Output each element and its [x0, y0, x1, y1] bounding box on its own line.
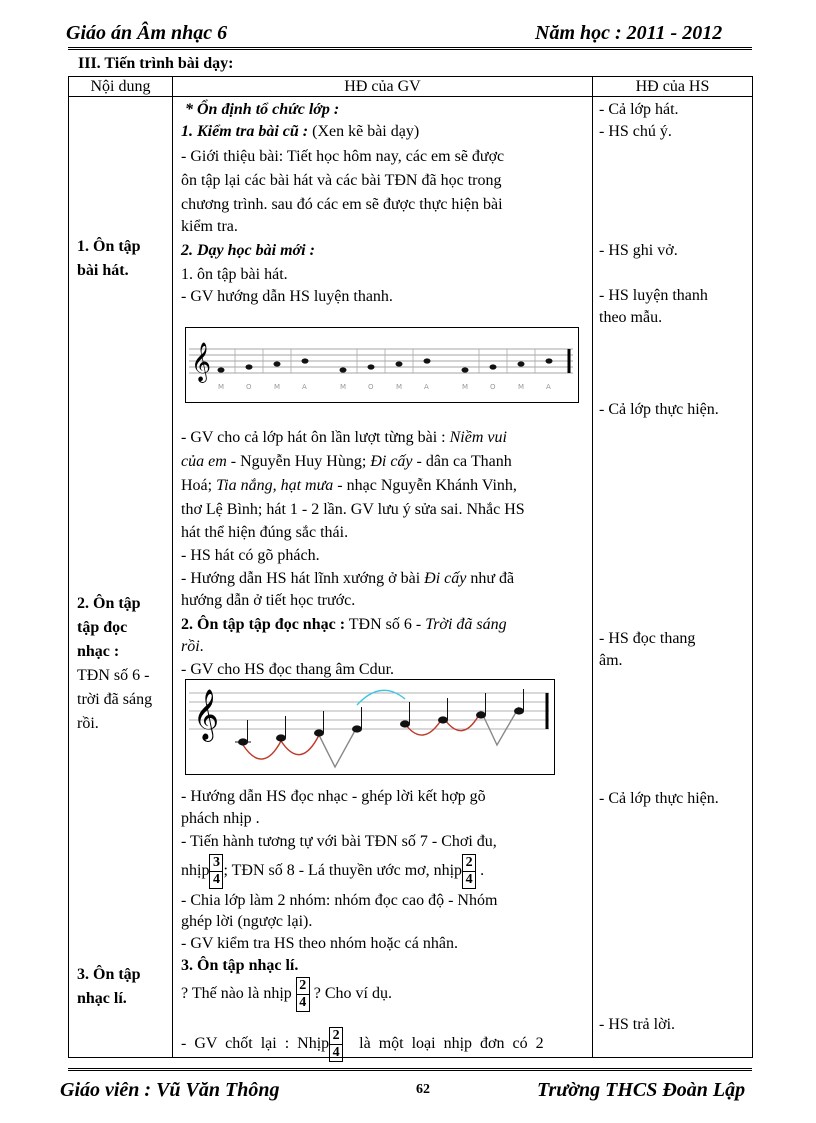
nhip-line: [181, 849, 484, 893]
hs-line-8: - HS trả lời.: [599, 1016, 676, 1033]
hoa-text: Hoá;: [181, 477, 217, 494]
section-3-title-2: nhạc lí.: [77, 990, 127, 1007]
header-left: Giáo án Âm nhạc 6: [66, 22, 228, 44]
question-line: [181, 971, 392, 1017]
solfa-syllable: A: [424, 383, 429, 391]
chot-line: [181, 1021, 544, 1067]
chia-lop-line-2: ghép lời (ngược lại).: [181, 913, 313, 930]
section-title: III. Tiến trình bài dạy:: [78, 55, 234, 72]
scale-note-head: [314, 729, 324, 736]
th-noi-dung: Nội dung: [69, 77, 173, 97]
linh-xuong-line-2: hướng dẫn ở tiết học trước.: [181, 592, 356, 609]
ktbc-label: 1. Kiểm tra bài cũ :: [181, 123, 309, 140]
hat-on-line-1: [181, 428, 507, 448]
linh-xuong-text: - Hướng dẫn HS hát lĩnh xướng ở bài: [181, 570, 425, 587]
scale-note-head: [400, 720, 410, 727]
question-text-2: ? Cho ví dụ.: [313, 985, 392, 1002]
hs-line-5: - Cả lớp thực hiện.: [599, 401, 719, 418]
footer-rule: [68, 1068, 752, 1071]
day-hoc-heading: 2. Dạy học bài mới :: [181, 242, 315, 259]
scale-note-head: [514, 707, 524, 714]
solfa-syllable: A: [302, 383, 307, 391]
hs-line-6: - HS đọc thang: [599, 630, 696, 647]
composer-1: - Nguyễn Huy Hùng;: [226, 453, 371, 470]
teacher-column: [173, 97, 593, 1058]
note-head: [396, 361, 403, 366]
hs-line-4: - HS luyện thanh: [599, 287, 708, 304]
linh-xuong-line-1: [181, 569, 514, 589]
table-header-row: [69, 77, 753, 97]
chot-text-2: là một loại nhịp đơn có 2: [359, 1035, 544, 1052]
note-head: [462, 367, 469, 372]
intro-line-3: chương trình. sau đó các em sẽ được thực hiện bài: [181, 196, 503, 213]
go-phach-line: - HS hát có gõ phách.: [181, 547, 320, 564]
solfa-syllable: O: [368, 383, 374, 391]
chia-lop-line-1: - Chia lớp làm 2 nhóm: nhóm đọc cao độ - Nhóm: [181, 892, 498, 909]
note-head: [340, 367, 347, 372]
section-2-sub: TĐN số 6 -: [77, 667, 150, 684]
tdn-title-2: rồi: [181, 638, 200, 655]
tdn-number: TĐN số 6 -: [345, 616, 426, 633]
song-niem-vui-2: của em: [181, 453, 227, 470]
note-head: [490, 364, 497, 369]
intro-line-2: ôn tập lại các bài hát và các bài TĐN đã học trong: [181, 172, 502, 189]
tdn8-end: .: [476, 862, 485, 879]
solfa-syllable: O: [246, 383, 252, 391]
note-head: [246, 364, 253, 369]
ts-bottom: 4: [212, 871, 220, 887]
solfa-syllable: O: [490, 383, 496, 391]
solfa-syllable: M: [396, 383, 403, 391]
tdn-heading-line-2: [181, 637, 204, 657]
scale-note-head: [438, 716, 448, 723]
on-tap-bai-hat: 1. ôn tập bài hát.: [181, 266, 288, 283]
tdn8-text: ; TĐN số 8 - Lá thuyền ước mơ, nhịp: [223, 862, 463, 879]
ts-bottom: 4: [299, 994, 307, 1010]
tdn-heading: 2. Ôn tập tập đọc nhạc :: [181, 616, 346, 633]
on-dinh-heading: * Ổn định tổ chức lớp :: [185, 101, 340, 118]
time-signature-2-4: [462, 854, 476, 889]
solfa-syllable: M: [518, 383, 525, 391]
hs-line-6b: âm.: [599, 652, 623, 669]
ts-top: 2: [297, 978, 309, 995]
thang-am-line: - GV cho HS đọc thang âm Cdur.: [181, 661, 395, 678]
header-rule: [68, 47, 752, 50]
hs-line-3: - HS ghi vở.: [599, 242, 678, 259]
ts-bottom: 4: [465, 871, 473, 887]
note-head: [368, 364, 375, 369]
hd-doc-line-1: - Hướng dẫn HS đọc nhạc - ghép lời kết hợp gõ: [181, 788, 486, 805]
intro-line-1: - Giới thiệu bài: Tiết học hôm nay, các em sẽ được: [181, 148, 505, 165]
intro-line-4: kiểm tra.: [181, 218, 238, 235]
section-2-sub-2: trời đã sáng: [77, 691, 153, 708]
hat-on-line-5: hát thể hiện đúng sắc thái.: [181, 524, 349, 541]
hd-doc-line-2: phách nhịp .: [181, 810, 260, 827]
time-signature-2-4: [296, 977, 310, 1012]
hs-line-2: - HS chú ý.: [599, 123, 672, 140]
section-2-title-3: nhạc :: [77, 643, 120, 660]
time-signature-3-4: [209, 854, 223, 889]
student-column: [593, 97, 753, 1058]
lesson-table: [68, 76, 753, 1058]
linh-xuong-text-2: như đã: [466, 570, 515, 587]
header-right: Năm học : 2011 - 2012: [535, 22, 723, 44]
section-1-title: 1. Ôn tập: [77, 238, 141, 255]
note-head: [518, 361, 525, 366]
hat-on-line-3: [181, 476, 517, 496]
note-head: [424, 358, 431, 363]
footer-teacher: Giáo viên : Vũ Văn Thông: [60, 1079, 280, 1101]
hat-on-text: - GV cho cả lớp hát ôn lần lượt từng bài :: [181, 429, 450, 446]
note-head: [274, 361, 281, 366]
section-3-title: 3. Ôn tập: [77, 966, 141, 983]
ts-top: 2: [463, 855, 475, 872]
section-2-title: 2. Ôn tập: [77, 595, 141, 612]
composer-3: - nhạc Nguyễn Khánh Vinh,: [333, 477, 517, 494]
solfa-syllable: M: [340, 383, 347, 391]
page-number: 62: [416, 1082, 430, 1097]
scale-note-head: [352, 725, 362, 732]
th-hd-hs: HĐ của HS: [593, 77, 753, 97]
solfa-syllable: M: [218, 383, 225, 391]
th-hd-gv: HĐ của GV: [173, 77, 593, 97]
time-signature-2-4: [329, 1027, 343, 1062]
solfa-syllable: A: [546, 383, 551, 391]
c-major-scale-staff: [185, 679, 555, 775]
song-di-cay: Đi cấy: [370, 453, 413, 470]
note-head: [302, 358, 309, 363]
vocal-warmup-staff: [185, 327, 579, 403]
ktbc-line: [181, 122, 419, 142]
luyen-thanh-line: - GV hướng dẫn HS luyện thanh.: [181, 288, 393, 305]
solfa-syllable: M: [274, 383, 281, 391]
content-column: [69, 97, 173, 1058]
hs-line-7: - Cả lớp thực hiện.: [599, 790, 719, 807]
ts-bottom: 4: [332, 1044, 340, 1060]
question-text: ? Thế nào là nhịp: [181, 985, 292, 1002]
tdn-title: Trời đã sáng: [425, 616, 507, 633]
hs-line-1: - Cả lớp hát.: [599, 101, 679, 118]
ktbc-note: (Xen kẽ bài dạy): [308, 123, 420, 140]
song-di-cay-2: Đi cấy: [424, 570, 467, 587]
hat-on-line-4: thơ Lệ Bình; hát 1 - 2 lần. GV lưu ý sửa sai. Nhắc HS: [181, 501, 525, 518]
scale-note-head: [276, 734, 286, 741]
tien-hanh-line: - Tiến hành tương tự với bài TĐN số 7 - Chơi đu,: [181, 833, 497, 850]
solfa-syllable: M: [462, 383, 469, 391]
treble-clef-icon: 𝄞: [191, 342, 212, 382]
kiem-tra-line: - GV kiểm tra HS theo nhóm hoặc cá nhân.: [181, 935, 458, 952]
section-2-title-2: tập đọc: [77, 619, 128, 636]
section-1-title-2: bài hát.: [77, 262, 129, 279]
tdn-dot: .: [199, 638, 204, 655]
note-head: [218, 367, 225, 372]
scale-note-head: [476, 711, 486, 718]
section-2-sub-3: rồi.: [77, 715, 99, 732]
origin-di-cay: - dân ca Thanh: [412, 453, 512, 470]
song-tia-nang: Tia nắng, hạt mưa: [216, 477, 334, 494]
nhip-word: nhịp: [181, 862, 210, 879]
nhac-li-heading: 3. Ôn tập nhạc lí.: [181, 957, 299, 974]
hat-on-line-2: [181, 452, 512, 472]
ts-top: 3: [210, 855, 222, 872]
tdn-heading-line: [181, 615, 507, 635]
treble-clef-icon: 𝄞: [193, 689, 220, 740]
song-niem-vui: Niềm vui: [449, 429, 507, 446]
ts-top: 2: [330, 1028, 342, 1045]
note-head: [546, 358, 553, 363]
chot-text: - GV chốt lại : Nhịp: [181, 1035, 330, 1052]
footer-school: Trường THCS Đoàn Lập: [537, 1079, 746, 1101]
hs-line-4b: theo mẫu.: [599, 309, 663, 326]
